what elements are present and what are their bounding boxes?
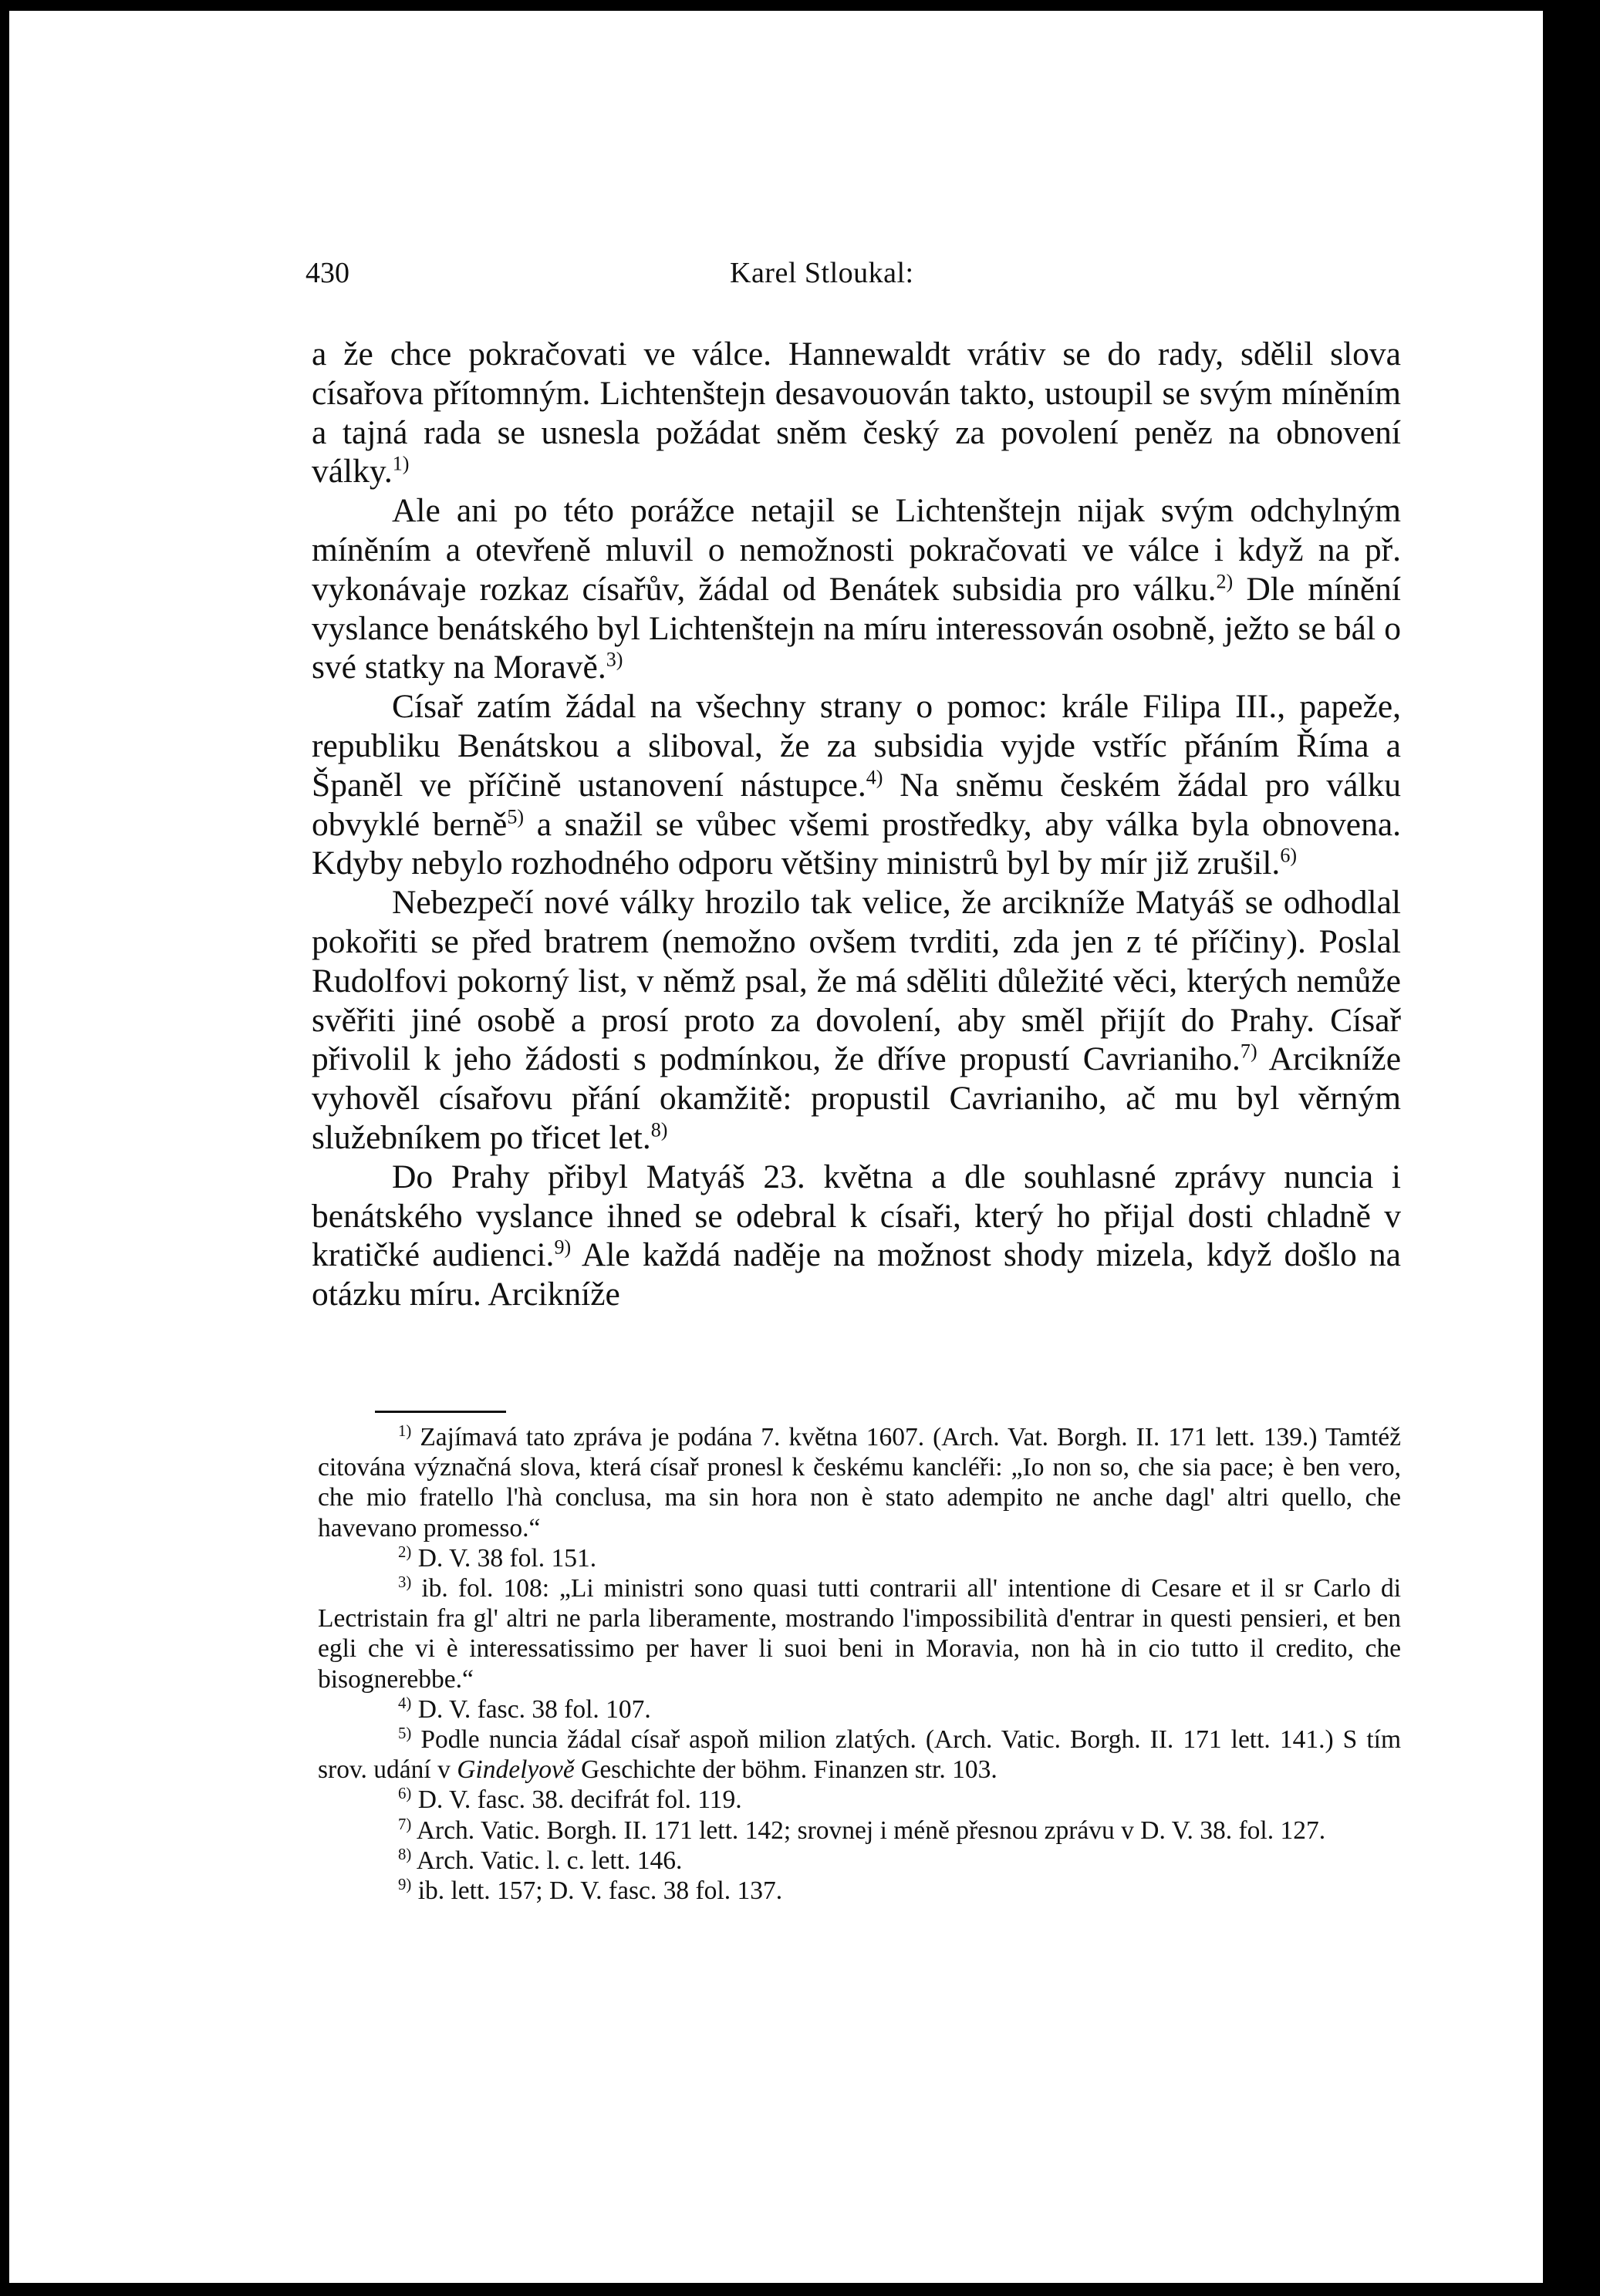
footnote-ref: 6)	[1280, 844, 1298, 867]
scan-edge	[1543, 0, 1600, 2296]
page-header	[305, 256, 1401, 302]
paragraph: Ale ani po této porážce netajil se Lichtenštejn nijak svým odchylným míněním a otevřeně mluvil o nemožnosti pokračovati ve válce i když na př. vykonávaje rozkaz císařův, žádal od Benátek subsidia pro válku.$^{2)}$ Dle mínění vyslance benátského byl Lichtenštejn na míru interessován osobně, ježto se bál o své statky na Moravě.$^{3)}$	[312, 492, 1402, 686]
footnote-ref: 5)	[507, 805, 525, 828]
paragraph: Císař zatím žádal na všechny strany o pomoc: krále Filipa III., papeže, republiku Benátskou a sliboval, že za subsidia vyjde vstříc přáním Říma a Španěl ve příčině ustanovení nástupce.$^{4)}$ Na sněmu českém žádal pro válku obvyklé berně$^{5)}$ a snažil se vůbec všemi prostředky, aby válka byla obnovena. Kdyby nebylo rozhodného odporu většiny ministrů byl by mír již zrušil.$^{6)}$	[312, 688, 1401, 882]
footnote-ref: 9)	[554, 1236, 572, 1259]
book-page	[9, 11, 1543, 2283]
footnote: $^{9)}$ ib. lett. 157; D. V. fasc. 38 fol. 137.	[398, 1875, 783, 1906]
footnote: $^{2)}$ D. V. 38 fol. 151.	[398, 1542, 597, 1573]
footnote-rule	[375, 1411, 506, 1413]
footnote: $^{3)}$ ib. fol. 108: „Li ministri sono quasi tutti contrarii all' intentione di Cesare et il sr Carlo di Lectristain fra gl' altri ne parla liberamente, mostrando l'impossibilità d'entrar in questi pensieri, et ben egli che vi è interessatissimo per haver li suoi beni in Moravia, non hà in cio tutto il credito, che bisognerebbe.“	[318, 1573, 1402, 1694]
footnote: $^{4)}$ D. V. fasc. 38 fol. 107.	[398, 1694, 651, 1724]
paragraph: Nebezpečí nové války hrozilo tak velice, že arcikníže Matyáš se odhodlal pokořiti se před bratrem (nemožno ovšem tvrditi, zda jen z té příčiny). Poslal Rudolfovi pokorný list, v němž psal, že má sděliti důležité věci, kterých nemůže svěřiti jiné osobě a prosí proto za dovolení, aby směl přijít do Prahy. Císař přivolil k jeho žádosti s podmínkou, že dříve propustí Cavrianiho.$^{7)}$ Arcikníže vyhověl císařovu přání okamžitě: propustil Cavrianiho, ač mu byl věrným služebníkem po třicet let.$^{8)}$	[312, 884, 1401, 1156]
footnote: $^{5)}$ Podle nuncia žádal císař aspoň milion zlatých. (Arch. Vatic. Borgh. II. 171 lett. 141.) S tím srov. udání v Gindelyově Geschichte der böhm. Finanzen str. 103.	[318, 1724, 1402, 1785]
footnote-ref: 2)	[1216, 570, 1234, 593]
footnote-ref: 7)	[1240, 1040, 1257, 1063]
footnote-ref: 3)	[606, 648, 623, 671]
footnote: $^{8)}$ Arch. Vatic. l. c. lett. 146.	[398, 1845, 683, 1875]
paragraph: Do Prahy přibyl Matyáš 23. května a dle souhlasné zprávy nuncia i benátského vyslance ihned se odebral k císaři, který ho přijal dosti chladně v kratičké audienci.$^{9)}$ Ale každá naděje na možnost shody mizela, když došlo na otázku míru. Arcikníže	[312, 1158, 1401, 1313]
main-text	[312, 335, 1401, 1314]
footnote-ref: 4)	[866, 766, 883, 789]
footnote-ref: 8)	[650, 1118, 668, 1141]
page-number: 430	[305, 257, 349, 289]
footnotes	[318, 1422, 1401, 1906]
running-head: Karel Stloukal:	[730, 257, 914, 289]
paragraph: a že chce pokračovati ve válce. Hannewaldt vrátiv se do rady, sdělil slova císařova přítomným. Lichtenštejn desavouován takto, ustoupil se svým míněním a tajná rada se usnesla požádat sněm český za povolení peněz na obnovení války.$^{1)}$	[312, 335, 1401, 491]
footnote: $^{6)}$ D. V. fasc. 38. decifrát fol. 119.	[398, 1785, 742, 1815]
footnote: $^{7)}$ Arch. Vatic. Borgh. II. 171 lett. 142; srovnej i méně přesnou zprávu v D. V. 38. fol. 127.	[398, 1815, 1326, 1845]
footnote-ref: 1)	[392, 452, 410, 475]
footnote: $^{1)}$ Zajímavá tato zpráva je podána 7. května 1607. (Arch. Vat. Borgh. II. 171 lett. 139.) Tamtéž citována význačná slova, která císař pronesl k českému kancléři: „Io non so, che sia pace; è ben vero, che mio fratello l'hà conclusa, ma sin hora non è stato adempito ne anche dagl' altri quello, che havevano promesso.“	[318, 1421, 1402, 1542]
